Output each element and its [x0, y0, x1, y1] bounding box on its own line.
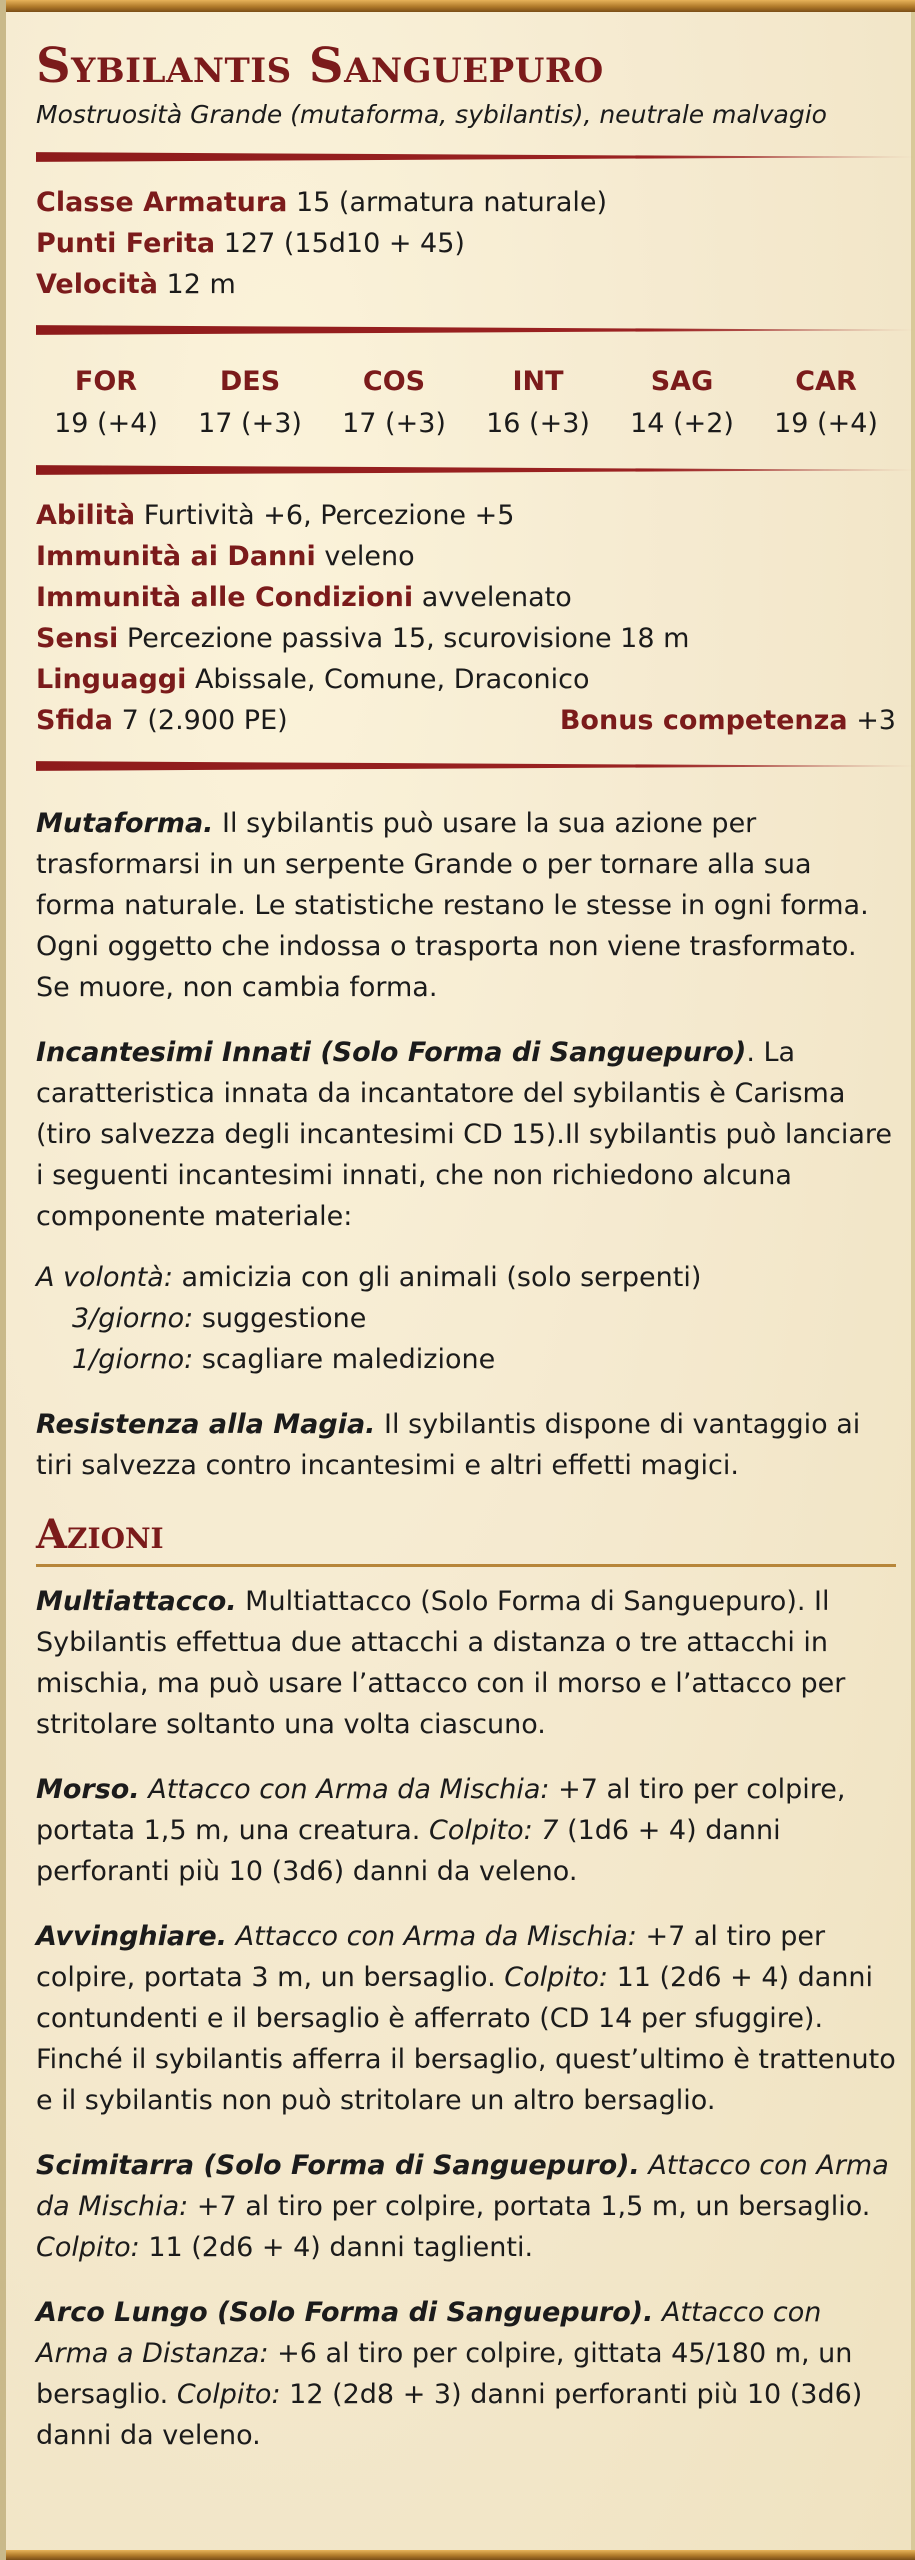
hit-points: Punti Ferita 127 (15d10 + 45)	[36, 228, 465, 259]
skills: Abilità Furtività +6, Percezione +5	[36, 500, 515, 531]
challenge-row	[36, 700, 896, 741]
languages: Linguaggi Abissale, Comune, Draconico	[36, 664, 590, 695]
stat-block	[36, 36, 896, 2480]
divider	[36, 150, 915, 164]
action-multiattack: Multiattacco. Multiattacco (Solo Forma di Sanguepuro). Il Sybilantis effettua due attacchi a distanza o tre attacchi in mischia, ma può usare l’attacco con il morso e l’attacco per stritolare soltanto una volta ciascuno.	[36, 1586, 846, 1740]
ability-wis: SAG 14 (+2)	[630, 366, 734, 439]
spell-at-will: A volontà: amicizia con gli animali (solo serpenti)	[36, 1262, 702, 1293]
action-scimitar: Scimitarra (Solo Forma di Sanguepuro). Attacco con Arma da Mischia: +7 al tiro per colpire, portata 1,5 m, un bersaglio. Colpito: 11 (2d6 + 4) danni taglienti.	[36, 2150, 889, 2263]
bottom-border	[6, 2550, 915, 2560]
trait-magic-resistance: Resistenza alla Magia. Il sybilantis dispone di vantaggio ai tiri salvezza contro incantesimi e altri effetti magici.	[36, 1409, 861, 1481]
condition-immunities: Immunità alle Condizioni avvelenato	[36, 582, 572, 613]
spell-3-day: 3/giorno: suggestione	[72, 1303, 367, 1334]
details	[36, 495, 896, 741]
ability-str: FOR 19 (+4)	[54, 366, 158, 439]
actions-heading: Azioni	[36, 1510, 896, 1567]
ability-dex: DES 17 (+3)	[198, 366, 302, 439]
speed: Velocità 12 m	[36, 269, 236, 300]
spell-1-day: 1/giorno: scagliare maledizione	[72, 1344, 496, 1375]
challenge: Sfida 7 (2.900 PE)	[36, 705, 288, 736]
senses: Sensi Percezione passiva 15, scurovisione 18 m	[36, 623, 690, 654]
action-grab: Avvinghiare. Attacco con Arma da Mischia: +7 al tiro per colpire, portata 3 m, un bersaglio. Colpito: 11 (2d6 + 4) danni contundenti e il bersaglio è afferrato (CD 14 per sfuggire). Finché il sybilantis afferra il bersaglio, quest’ultimo è trattenuto e il sybilantis non può stritolare un altro bersaglio.	[36, 1921, 896, 2116]
spell-list	[36, 1257, 896, 1380]
action-bite: Morso. Attacco con Arma da Mischia: +7 al tiro per colpire, portata 1,5 m, una creatura. Colpito: 7 (1d6 + 4) danni perforanti più 10 (3d6) danni da veleno.	[36, 1774, 846, 1887]
damage-immunities: Immunità ai Danni veleno	[36, 541, 415, 572]
top-border	[6, 0, 915, 12]
ability-con: COS 17 (+3)	[342, 366, 446, 439]
divider	[36, 323, 915, 337]
ability-int: INT 16 (+3)	[486, 366, 590, 439]
basic-stats	[36, 182, 896, 305]
divider	[36, 463, 915, 477]
ability-scores	[36, 355, 896, 445]
trait-shapechanger: Mutaforma. Il sybilantis può usare la sua azione per trasformarsi in un serpente Grande o per tornare alla sua forma naturale. Le statistiche restano le stesse in ogni forma. Ogni oggetto che indossa o trasporta non viene trasformato. Se muore, non cambia forma.	[36, 808, 869, 1003]
action-longbow: Arco Lungo (Solo Forma di Sanguepuro). Attacco con Arma a Distanza: +6 al tiro per colpire, gittata 45/180 m, un bersaglio. Colpito: 12 (2d8 + 3) danni perforanti più 10 (3d6) danni da veleno.	[36, 2297, 863, 2451]
ability-cha: CAR 19 (+4)	[774, 366, 878, 439]
proficiency-bonus: Bonus competenza +3	[559, 705, 896, 736]
armor-class: Classe Armatura 15 (armatura naturale)	[36, 187, 608, 218]
divider	[36, 759, 915, 773]
trait-innate-spellcasting: Incantesimi Innati (Solo Forma di Sanguepuro). La caratteristica innata da incantatore del sybilantis è Carisma (tiro salvezza degli incantesimi CD 15).Il sybilantis può lanciare i seguenti incantesimi innati, che non richiedono alcuna componente materiale:	[36, 1037, 892, 1232]
monster-type: Mostruosità Grande (mutaforma, sybilantis), neutrale malvagio	[36, 100, 827, 129]
monster-name: Sybilantis Sanguepuro	[36, 38, 604, 94]
